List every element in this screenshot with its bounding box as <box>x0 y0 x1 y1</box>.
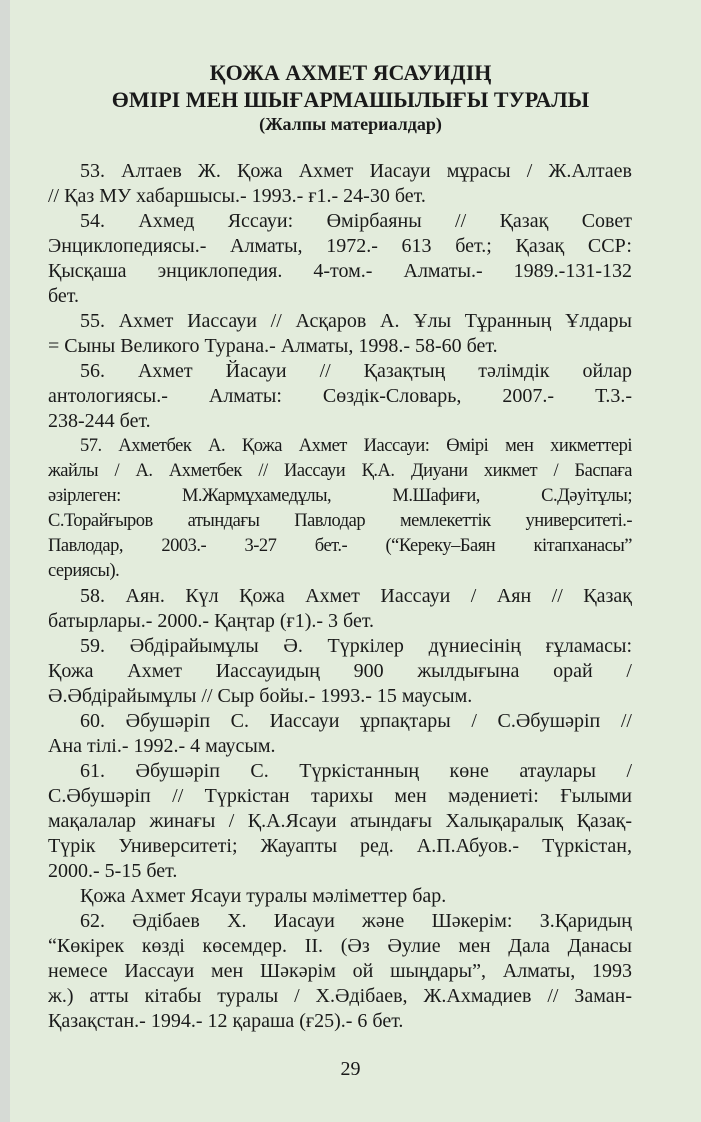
scan-edge <box>0 0 10 1122</box>
entry-line: 54. Ахмед Яссауи: Өмірбаяны // Қазақ Совет <box>80 210 632 232</box>
entry-line: жайлы / А. Ахметбек // Иассауи Қ.А. Диуани хикмет / Баспаға <box>48 461 632 481</box>
entry-line: “Көкірек көзді көсемдер. II. (Әз Әулие мен Дала Данасы <box>48 935 632 957</box>
bibliography-entry <box>48 759 632 884</box>
entry-line: антологиясы.- Алматы: Сөздік-Словарь, 2007.- Т.3.- <box>48 385 632 407</box>
heading-line-1: ҚОЖА АХМЕТ ЯСАУИДІҢ <box>209 60 492 85</box>
entry-line: 53. Алтаев Ж. Қожа Ахмет Иасауи мұрасы / Ж.Алтаев <box>80 160 632 182</box>
entry-line: // Қаз МУ хабаршысы.- 1993.- ғ1.- 24-30 бет. <box>48 185 426 207</box>
entry-line: 61. Әбушәріп С. Түркістанның көне атаулары / <box>80 760 632 782</box>
entry-line: Қожа Ахмет Иассауидың 900 жылдығына орай / <box>48 660 632 682</box>
entry-line: Қожа Ахмет Ясауи туралы мәліметтер бар. <box>80 885 447 907</box>
entry-line: 58. Аян. Күл Қожа Ахмет Иассауи / Аян // Қазақ <box>80 585 632 607</box>
entry-line: 55. Ахмет Иассауи // Асқаров А. Ұлы Тұранның Ұлдары <box>80 310 632 332</box>
bibliography-entry <box>48 434 632 584</box>
entry-line: мақалалар жинағы / Қ.А.Ясауи атындағы Халықаралық Қазақ- <box>48 810 632 832</box>
heading-line-2: ӨМІРІ МЕН ШЫҒАРМАШЫЛЫҒЫ ТУРАЛЫ <box>111 87 590 112</box>
entry-line: 62. Әдібаев Х. Иасауи және Шәкерім: З.Қаридың <box>80 910 632 932</box>
entry-line: Ана тілі.- 1992.- 4 маусым. <box>48 735 276 757</box>
bibliography-entry <box>48 884 632 909</box>
bibliography-entry <box>48 209 632 309</box>
entry-line: Түрік Университеті; Жауапты ред. А.П.Абуов.- Түркістан, <box>48 835 632 857</box>
entry-line: 238-244 бет. <box>48 410 151 432</box>
bibliography-entry <box>48 584 632 634</box>
bibliography-entry <box>48 709 632 759</box>
entry-line: 60. Әбушәріп С. Иассауи ұрпақтары / С.Әбушәріп // <box>80 710 632 732</box>
entry-line: бет. <box>48 285 80 307</box>
entry-line: Павлодар, 2003.- 3-27 бет.- (“Кереку–Баян кітапханасы” <box>48 536 632 556</box>
entry-line: Қазақстан.- 1994.- 12 қараша (ғ25).- 6 бет. <box>48 1010 404 1032</box>
entry-line: 57. Ахметбек А. Қожа Ахмет Иассауи: Өмірі мен хикметтері <box>80 436 632 456</box>
entry-line: Энциклопедиясы.- Алматы, 1972.- 613 бет.; Қазақ ССР: <box>48 235 632 257</box>
bibliography-entry <box>48 309 632 359</box>
page-number: 29 <box>340 1058 361 1080</box>
entry-line: батырлары.- 2000.- Қаңтар (ғ1).- 3 бет. <box>48 610 375 632</box>
entry-line: 59. Әбдірайымұлы Ә. Түркілер дүниесінің ғұламасы: <box>80 635 632 657</box>
entry-line: = Сыны Великого Турана.- Алматы, 1998.- 58-60 бет. <box>48 335 498 357</box>
bibliography-entry <box>48 359 632 434</box>
entry-line: ж.) атты кітабы туралы / Х.Әдібаев, Ж.Ахмадиев // Заман- <box>48 985 632 1007</box>
bibliography-entry <box>48 159 632 209</box>
entry-line: әзірлеген: М.Жармұхамедұлы, М.Шафиғи, С.Дәуітұлы; <box>48 486 632 506</box>
bibliography-entry <box>48 909 632 1034</box>
bibliography-entry <box>48 634 632 709</box>
heading-subtitle: (Жалпы материалдар) <box>259 114 442 134</box>
entry-line: 56. Ахмет Йасауи // Қазақтың тәлімдік ойлар <box>80 360 632 382</box>
entry-line: С.Торайғыров атындағы Павлодар мемлекеттік университеті.- <box>48 511 632 531</box>
entry-line: Ә.Әбдірайымұлы // Сыр бойы.- 1993.- 15 маусым. <box>48 685 473 707</box>
entry-line: Қысқаша энциклопедия. 4-том.- Алматы.- 1989.-131-132 <box>48 260 632 282</box>
bibliography-list <box>48 159 632 1034</box>
entry-line: немесе Иассауи мен Шәкәрім ой шыңдары”, Алматы, 1993 <box>48 960 632 982</box>
entry-line: 2000.- 5-15 бет. <box>48 860 178 882</box>
entry-line: сериясы). <box>48 561 120 581</box>
entry-line: С.Әбушәріп // Түркістан тарихы мен мәдениеті: Ғылыми <box>48 785 632 807</box>
